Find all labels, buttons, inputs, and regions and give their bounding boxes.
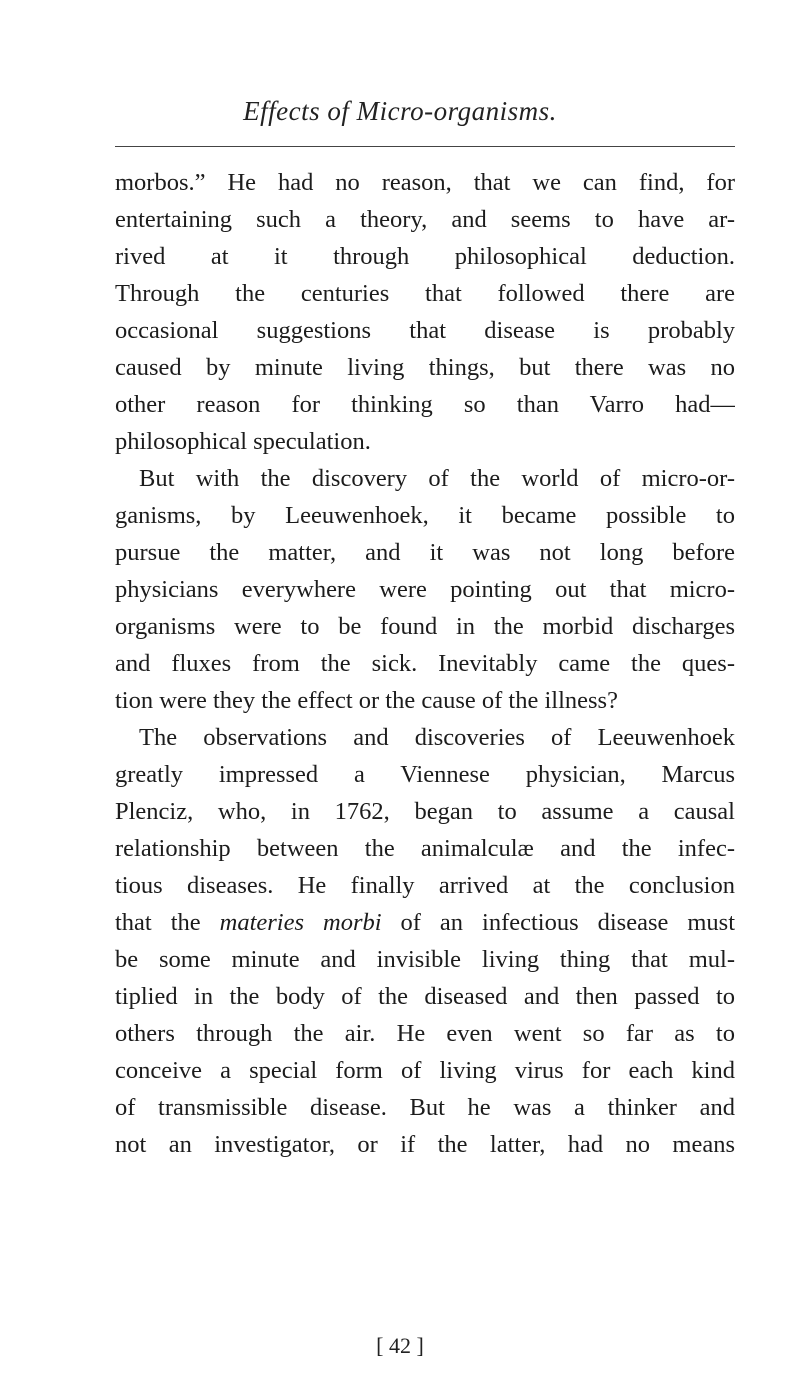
text-line: The observations and discoveries of Leeuwenhoek — [139, 724, 735, 751]
text-line: organisms were to be found in the morbid discharges — [115, 613, 735, 640]
text-line: physicians everywhere were pointing out that micro- — [115, 576, 735, 603]
text-line: ganisms, by Leeuwenhoek, it became possible to — [115, 502, 735, 529]
text-line: greatly impressed a Viennese physician, Marcus — [115, 761, 735, 788]
text-line: other reason for thinking so than Varro had— — [115, 391, 735, 418]
italic-phrase: materies morbi — [219, 909, 382, 936]
text-line: tiplied in the body of the diseased and then passed to — [115, 983, 735, 1010]
text-line: philosophical speculation. — [115, 428, 371, 455]
text-line: tious diseases. He finally arrived at the conclusion — [115, 872, 735, 899]
page-number: [ 42 ] — [376, 1333, 424, 1358]
header-rule — [115, 146, 735, 147]
text-line: caused by minute living things, but there was no — [115, 354, 735, 381]
body-text — [115, 164, 735, 1163]
text-line: be some minute and invisible living thing that mul- — [115, 946, 735, 973]
text-line: others through the air. He even went so far as to — [115, 1020, 735, 1047]
text-line: relationship between the animalculæ and the infec- — [115, 835, 735, 862]
text-line: conceive a special form of living virus for each kind — [115, 1057, 735, 1084]
text-line: occasional suggestions that disease is probably — [115, 317, 735, 344]
text-line: Through the centuries that followed there are — [115, 280, 735, 307]
text-line: not an investigator, or if the latter, had no means — [115, 1131, 735, 1158]
text-line: But with the discovery of the world of micro-or- — [139, 465, 735, 492]
text-line: Plenciz, who, in 1762, began to assume a causal — [115, 798, 735, 825]
text-line: pursue the matter, and it was not long before — [115, 539, 735, 566]
text-segment: of an infectious disease must — [381, 909, 735, 936]
text-line: morbos.” He had no reason, that we can find, for — [115, 169, 735, 196]
text-line: rived at it through philosophical deduction. — [115, 243, 735, 270]
text-line — [115, 904, 735, 941]
text-line: of transmissible disease. But he was a thinker and — [115, 1094, 735, 1121]
text-line: tion were they the effect or the cause of the illness? — [115, 687, 618, 714]
text-segment: that the — [115, 909, 220, 936]
text-line: and fluxes from the sick. Inevitably came the ques- — [115, 650, 735, 677]
running-head: Effects of Micro-organisms. — [243, 96, 557, 126]
text-line: entertaining such a theory, and seems to have ar- — [115, 206, 735, 233]
